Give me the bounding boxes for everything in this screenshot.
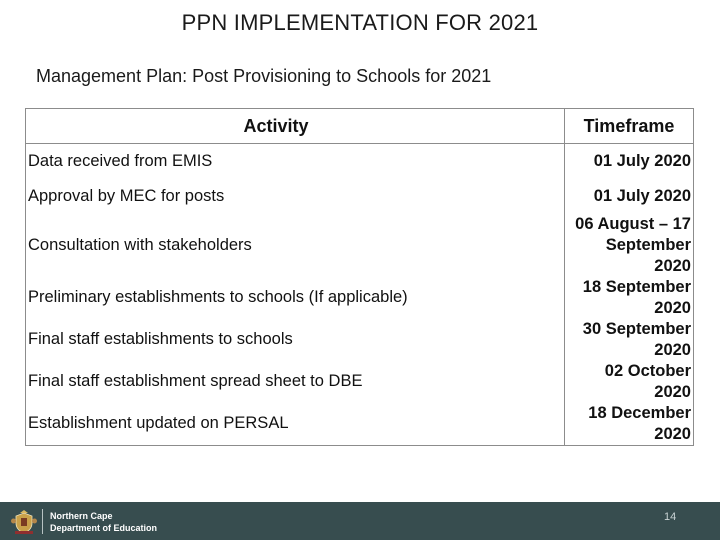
- table-row: [26, 403, 694, 446]
- timeframe-cell: 02 October 2020: [565, 361, 694, 403]
- management-plan-table: [25, 108, 694, 446]
- table-row: [26, 277, 694, 319]
- activity-cell: Preliminary establishments to schools (If applicable): [26, 277, 565, 319]
- timeframe-cell: 01 July 2020: [565, 179, 694, 214]
- table-row: [26, 319, 694, 361]
- slide-title: PPN IMPLEMENTATION FOR 2021: [181, 10, 539, 35]
- timeframe-cell: 18 December 2020: [565, 403, 694, 446]
- timeframe-cell: 01 July 2020: [565, 144, 694, 179]
- timeframe-cell: 30 September 2020: [565, 319, 694, 361]
- activity-cell: Consultation with stakeholders: [26, 214, 565, 277]
- activity-cell: Approval by MEC for posts: [26, 179, 565, 214]
- table-row: [26, 214, 694, 277]
- activity-cell: Data received from EMIS: [26, 144, 565, 179]
- department-name-line: Northern Cape: [50, 511, 113, 521]
- timeframe-line: 06 August – 17: [575, 214, 691, 233]
- table-row: [26, 179, 694, 214]
- table-header-row: [26, 109, 694, 144]
- footer-divider: [42, 509, 43, 534]
- page-number: 14: [664, 511, 677, 523]
- activity-cell: Establishment updated on PERSAL: [26, 403, 565, 446]
- timeframe-cell: 18 September 2020: [565, 277, 694, 319]
- slide-subtitle: Management Plan: Post Provisioning to Schools for 2021: [36, 66, 492, 86]
- department-name-line: Department of Education: [50, 523, 158, 533]
- activity-cell: Final staff establishment spread sheet to DBE: [26, 361, 565, 403]
- table-row: [26, 361, 694, 403]
- table-row: [26, 144, 694, 179]
- timeframe-column-header: Timeframe: [565, 109, 694, 144]
- timeframe-cell: [565, 214, 694, 277]
- footer-bar: [0, 502, 720, 540]
- activity-column-header: Activity: [26, 109, 565, 144]
- coat-of-arms-icon: [10, 509, 38, 535]
- timeframe-line: September 2020: [605, 235, 691, 275]
- activity-cell: Final staff establishments to schools: [26, 319, 565, 361]
